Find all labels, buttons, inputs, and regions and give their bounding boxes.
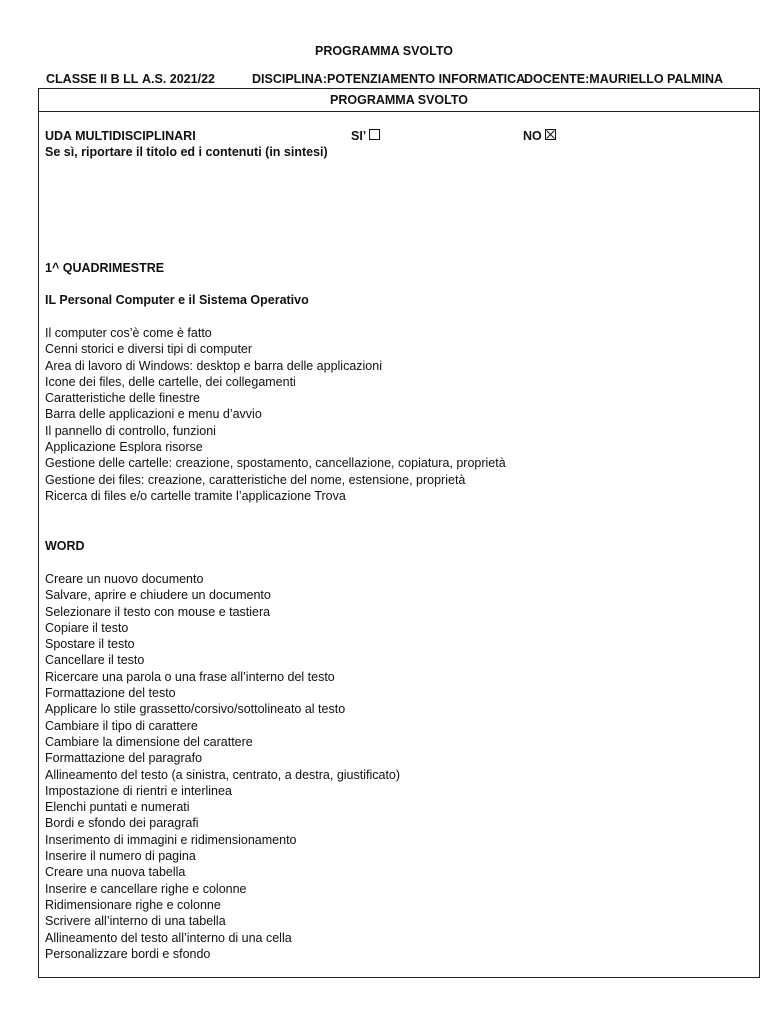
document-title: PROGRAMMA SVOLTO (315, 44, 453, 58)
topic-item: Allineamento del testo (a sinistra, centrato, a destra, giustificato) (45, 767, 401, 782)
uda-no-label: NO (523, 129, 542, 143)
topic-item: Cenni storici e diversi tipi di computer (45, 342, 253, 357)
topic-item: Ricerca di files e/o cartelle tramite l’applicazione Trova (45, 488, 346, 503)
topic-item: Cambiare il tipo di carattere (45, 718, 198, 733)
uda-no-checkbox[interactable] (545, 129, 556, 140)
topic-item: Inserimento di immagini e ridimensionamento (45, 832, 297, 847)
topic-item: Formattazione del paragrafo (45, 751, 203, 766)
school-year: A.S. 2021/22 (142, 72, 215, 86)
topic-item: Il computer cos’è come è fatto (45, 326, 212, 340)
topic-item: Creare un nuovo documento (45, 572, 204, 586)
os-topic-list (45, 325, 506, 504)
topic-item: Area di lavoro di Windows: desktop e barra delle applicazioni (45, 358, 382, 373)
topic-item: Applicazione Esplora risorse (45, 440, 203, 455)
topic-item: Inserire e cancellare righe e colonne (45, 881, 247, 896)
topic-item: Allineamento del testo all’interno di una cella (45, 930, 292, 945)
topic-item: Bordi e sfondo dei paragrafi (45, 816, 199, 831)
topic-item: Cancellare il testo (45, 653, 145, 668)
period-heading: 1^ QUADRIMESTRE (45, 261, 165, 275)
topic-item: Ridimensionare righe e colonne (45, 897, 221, 912)
topic-item: Salvare, aprire e chiudere un documento (45, 588, 271, 603)
class-label: CLASSE II B LL (46, 72, 139, 86)
program-frame (38, 88, 760, 978)
class-info-row (46, 72, 736, 88)
word-topic-list (45, 571, 400, 962)
uda-row (45, 129, 745, 145)
topic-item: Cambiare la dimensione del carattere (45, 734, 253, 749)
topic-item: Applicare lo stile grassetto/corsivo/sottolineato al testo (45, 702, 346, 717)
topic-item: Formattazione del testo (45, 686, 176, 701)
word-heading: WORD (45, 539, 85, 553)
uda-yes-label: SI’ (351, 129, 367, 143)
topic-item: Gestione delle cartelle: creazione, spostamento, cancellazione, copiatura, proprietà (45, 456, 506, 471)
topic-item: Copiare il testo (45, 620, 129, 635)
uda-yes-checkbox[interactable] (369, 129, 380, 140)
uda-no-option (523, 129, 542, 143)
topic-item: Impostazione di rientri e interlinea (45, 783, 232, 798)
module-title: IL Personal Computer e il Sistema Operativo (45, 293, 309, 307)
topic-item: Barra delle applicazioni e menu d’avvio (45, 407, 262, 422)
subject-label: DISCIPLINA:POTENZIAMENTO INFORMATICA (252, 72, 526, 86)
topic-item: Scrivere all’interno di una tabella (45, 914, 226, 929)
section-header: PROGRAMMA SVOLTO (39, 89, 759, 112)
topic-item: Icone dei files, delle cartelle, dei collegamenti (45, 374, 296, 389)
topic-item: Creare una nuova tabella (45, 865, 186, 880)
topic-item: Il pannello di controllo, funzioni (45, 423, 216, 438)
topic-item: Selezionare il testo con mouse e tastiera (45, 604, 271, 619)
topic-item: Elenchi puntati e numerati (45, 800, 190, 815)
uda-label: UDA MULTIDISCIPLINARI (45, 129, 196, 143)
teacher-label: DOCENTE:MAURIELLO PALMINA (524, 72, 724, 86)
uda-yes-option (351, 129, 366, 143)
topic-item: Spostare il testo (45, 637, 135, 652)
topic-item: Personalizzare bordi e sfondo (45, 946, 211, 961)
topic-item: Inserire il numero di pagina (45, 849, 196, 864)
topic-item: Gestione dei files: creazione, caratteristiche del nome, estensione, proprietà (45, 472, 466, 487)
uda-note: Se sì, riportare il titolo ed i contenuti (in sintesi) (45, 145, 328, 159)
topic-item: Ricercare una parola o una frase all’interno del testo (45, 669, 335, 684)
topic-item: Caratteristiche delle finestre (45, 391, 200, 406)
